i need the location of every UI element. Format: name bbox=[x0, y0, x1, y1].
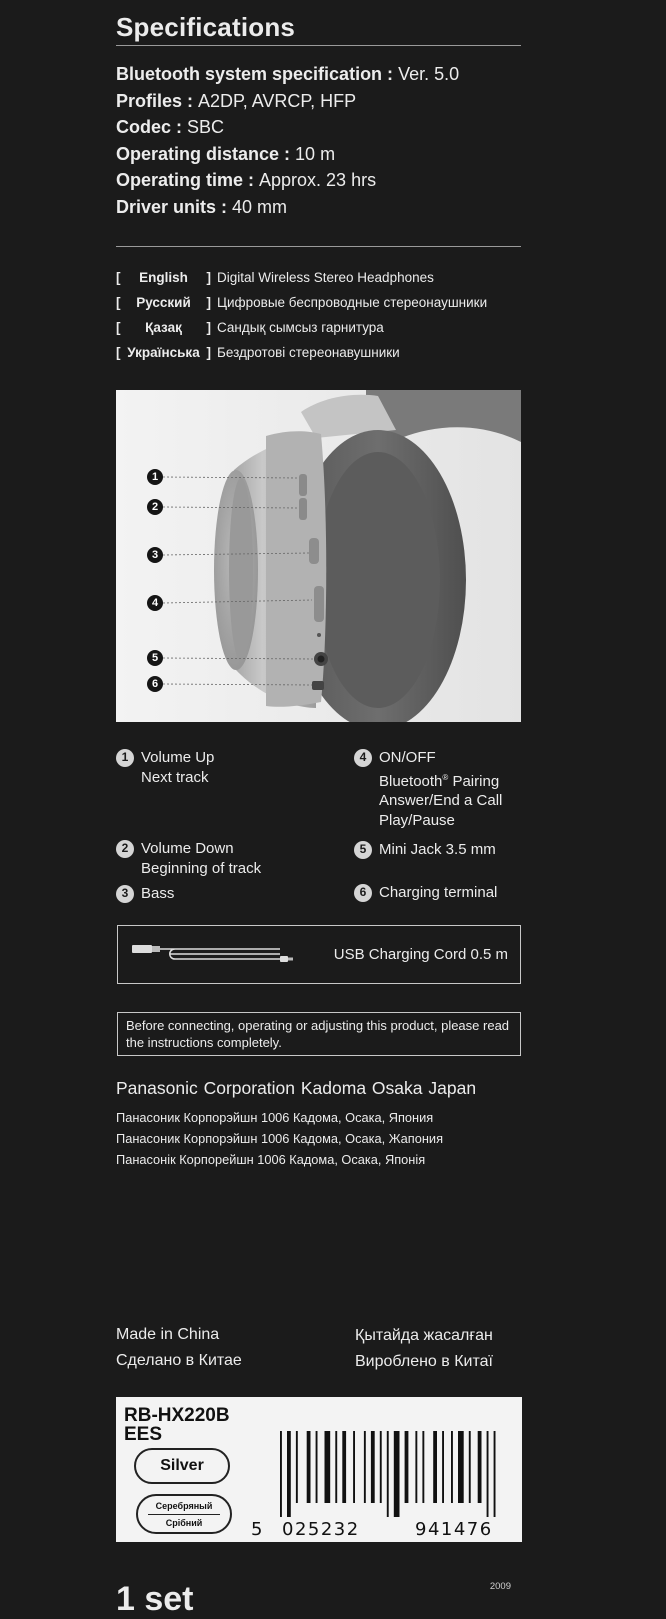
barcode-bar bbox=[353, 1431, 355, 1503]
accessory-box bbox=[117, 925, 521, 984]
barcode-digit-first: 5 bbox=[251, 1519, 264, 1540]
number-badge: 6 bbox=[354, 884, 372, 902]
language-name: English bbox=[139, 270, 188, 285]
feature-line: Charging terminal bbox=[379, 884, 498, 901]
feature-bass bbox=[116, 884, 174, 904]
usb-cable-icon bbox=[130, 940, 295, 970]
bluetooth-text: Bluetooth bbox=[379, 772, 443, 790]
headphone-product-image bbox=[116, 390, 521, 722]
address-ru: Панасоник Корпорэйшн 1006 Кадома, Осака, Япония bbox=[116, 1110, 434, 1125]
language-tag bbox=[116, 295, 211, 310]
number-badge: 4 bbox=[354, 749, 372, 767]
bracket: [ bbox=[116, 320, 121, 335]
set-count: 1 set bbox=[116, 1580, 194, 1618]
language-tag bbox=[116, 345, 211, 360]
spec-label: Driver units : bbox=[116, 196, 233, 217]
barcode-bar bbox=[469, 1431, 471, 1503]
year-code: 2009 bbox=[489, 1581, 511, 1592]
made-in-en: Made in China bbox=[116, 1326, 220, 1343]
callout-3: 3 bbox=[147, 547, 163, 563]
made-in-kk: Қытайда жасалған bbox=[355, 1327, 493, 1344]
spec-row-driver-units bbox=[116, 197, 536, 224]
feature-line: Mini Jack 3.5 mm bbox=[379, 841, 496, 858]
barcode-bar bbox=[280, 1431, 282, 1517]
barcode-bar bbox=[307, 1431, 311, 1503]
spec-row-distance bbox=[116, 144, 536, 171]
made-in-ru: Сделано в Китае bbox=[116, 1352, 242, 1369]
bracket: ] bbox=[206, 295, 211, 310]
spec-label: Bluetooth system specification : bbox=[116, 64, 399, 84]
spec-row-bluetooth bbox=[116, 64, 536, 91]
language-name: Русский bbox=[136, 295, 191, 310]
language-list bbox=[116, 270, 536, 370]
feature-line: Volume Up bbox=[141, 749, 215, 766]
barcode-bar bbox=[442, 1431, 444, 1503]
barcode-bar bbox=[380, 1431, 382, 1503]
feature-line: Answer/End a Call bbox=[379, 792, 503, 809]
spec-value: SBC bbox=[187, 117, 225, 138]
notice-box: Before connecting, operating or adjusting this product, please read the instructions completely. bbox=[117, 1012, 521, 1056]
language-description: Сандық сымсыз гарнитура bbox=[217, 320, 384, 335]
address-kk: Панасоник Корпорэйшн 1006 Кадома, Осака, Жапония bbox=[116, 1131, 443, 1146]
feature-line bbox=[379, 768, 502, 792]
bracket: [ bbox=[116, 345, 121, 360]
model-line: EES bbox=[124, 1424, 163, 1445]
spec-row-profiles bbox=[116, 91, 536, 118]
barcode-digits-right: 941476 bbox=[415, 1519, 493, 1540]
language-description: Бездротові стереонавушники bbox=[217, 345, 400, 360]
registered-mark: ® bbox=[442, 772, 449, 782]
barcode-bar bbox=[478, 1431, 482, 1503]
barcode-bar bbox=[405, 1431, 409, 1503]
spec-label: Operating distance : bbox=[116, 143, 296, 164]
made-in-uk: Вироблено в Китаї bbox=[355, 1353, 493, 1370]
barcode-bar bbox=[387, 1431, 389, 1517]
color-badge: Silver bbox=[134, 1448, 230, 1484]
spec-label: Profiles : bbox=[116, 90, 199, 111]
bracket: ] bbox=[206, 270, 211, 285]
spec-label: Operating time : bbox=[116, 170, 260, 191]
number-badge: 2 bbox=[116, 840, 134, 858]
barcode-bar bbox=[394, 1431, 400, 1517]
divider bbox=[116, 45, 521, 46]
product-label bbox=[116, 1397, 522, 1542]
accessory-label: USB Charging Cord 0.5 m bbox=[333, 946, 508, 963]
model-number bbox=[124, 1406, 230, 1444]
bracket: [ bbox=[116, 270, 121, 285]
barcode-bar bbox=[415, 1431, 417, 1503]
barcode-bar bbox=[287, 1431, 291, 1517]
number-badge: 1 bbox=[116, 749, 134, 767]
feature-volume-down bbox=[116, 839, 261, 878]
barcode-bar bbox=[335, 1431, 337, 1503]
barcode-bar bbox=[325, 1431, 331, 1503]
bracket: ] bbox=[206, 320, 211, 335]
barcode-bar bbox=[371, 1431, 375, 1503]
barcode-bar bbox=[342, 1431, 346, 1503]
barcode-bar bbox=[458, 1431, 464, 1503]
feature-line: Bass bbox=[141, 885, 175, 902]
spec-label: Codec : bbox=[116, 117, 188, 138]
spec-row-operating-time bbox=[116, 170, 536, 197]
color-badge-localized bbox=[136, 1494, 232, 1534]
language-tag bbox=[116, 270, 211, 285]
specifications-title: Specifications bbox=[116, 12, 296, 42]
language-description: Digital Wireless Stereo Headphones bbox=[217, 270, 434, 285]
language-row-ukrainian bbox=[116, 345, 536, 370]
number-badge: 3 bbox=[116, 885, 134, 903]
callout-2: 2 bbox=[147, 499, 163, 515]
divider bbox=[116, 246, 521, 247]
feature-charging-terminal bbox=[354, 883, 497, 903]
manufacturer-line: Panasonic Corporation Kadoma Osaka Japan bbox=[116, 1078, 477, 1098]
language-name: Қазақ bbox=[145, 320, 182, 335]
spec-value: 40 mm bbox=[232, 196, 288, 217]
barcode-bar bbox=[316, 1431, 318, 1503]
language-description: Цифровые беспроводные стереонаушники bbox=[217, 295, 488, 310]
language-row-russian bbox=[116, 295, 536, 320]
feature-line: ON/OFF bbox=[379, 749, 436, 766]
barcode-digits-left: 025232 bbox=[282, 1519, 360, 1540]
language-row-kazakh bbox=[116, 320, 536, 345]
bracket: ] bbox=[206, 345, 211, 360]
feature-line: Beginning of track bbox=[141, 859, 262, 877]
barcode-bar bbox=[422, 1431, 424, 1503]
feature-mini-jack bbox=[354, 840, 496, 860]
address-uk: Панасонік Корпорейшн 1006 Кадома, Осака, Японія bbox=[116, 1152, 426, 1167]
number-badge: 5 bbox=[354, 841, 372, 859]
spec-row-codec bbox=[116, 117, 536, 144]
callout-4: 4 bbox=[147, 595, 163, 611]
feature-line: Volume Down bbox=[141, 840, 234, 857]
callout-1: 1 bbox=[147, 469, 163, 485]
model-line: RB-HX220B bbox=[124, 1405, 230, 1426]
language-tag bbox=[116, 320, 211, 335]
feature-volume-up bbox=[116, 748, 214, 787]
spec-value: A2DP, AVRCP, HFP bbox=[198, 90, 357, 111]
barcode-bar bbox=[364, 1431, 366, 1503]
barcode-icon bbox=[270, 1431, 510, 1517]
feature-on-off bbox=[354, 748, 502, 830]
barcode-bar bbox=[296, 1431, 298, 1503]
pairing-text: Pairing bbox=[448, 772, 500, 790]
callout-5: 5 bbox=[147, 650, 163, 666]
barcode-bar bbox=[433, 1431, 437, 1503]
spec-value: Approx. 23 hrs bbox=[259, 170, 377, 191]
barcode-bar bbox=[494, 1431, 496, 1517]
headphone-earcup-illustration bbox=[116, 390, 521, 722]
spec-value: Ver. 5.0 bbox=[398, 64, 460, 84]
barcode-bar bbox=[487, 1431, 489, 1517]
feature-line: Next track bbox=[141, 768, 209, 786]
spec-value: 10 m bbox=[295, 143, 336, 164]
callout-6: 6 bbox=[147, 676, 163, 692]
language-name: Українська bbox=[127, 345, 200, 360]
color-uk: Срібний bbox=[165, 1518, 203, 1528]
color-ru: Серебряный bbox=[148, 1496, 220, 1515]
barcode-bar bbox=[451, 1431, 453, 1503]
specifications-list bbox=[116, 64, 536, 224]
language-row-english bbox=[116, 270, 536, 295]
bracket: [ bbox=[116, 295, 121, 310]
feature-line: Play/Pause bbox=[379, 811, 455, 829]
